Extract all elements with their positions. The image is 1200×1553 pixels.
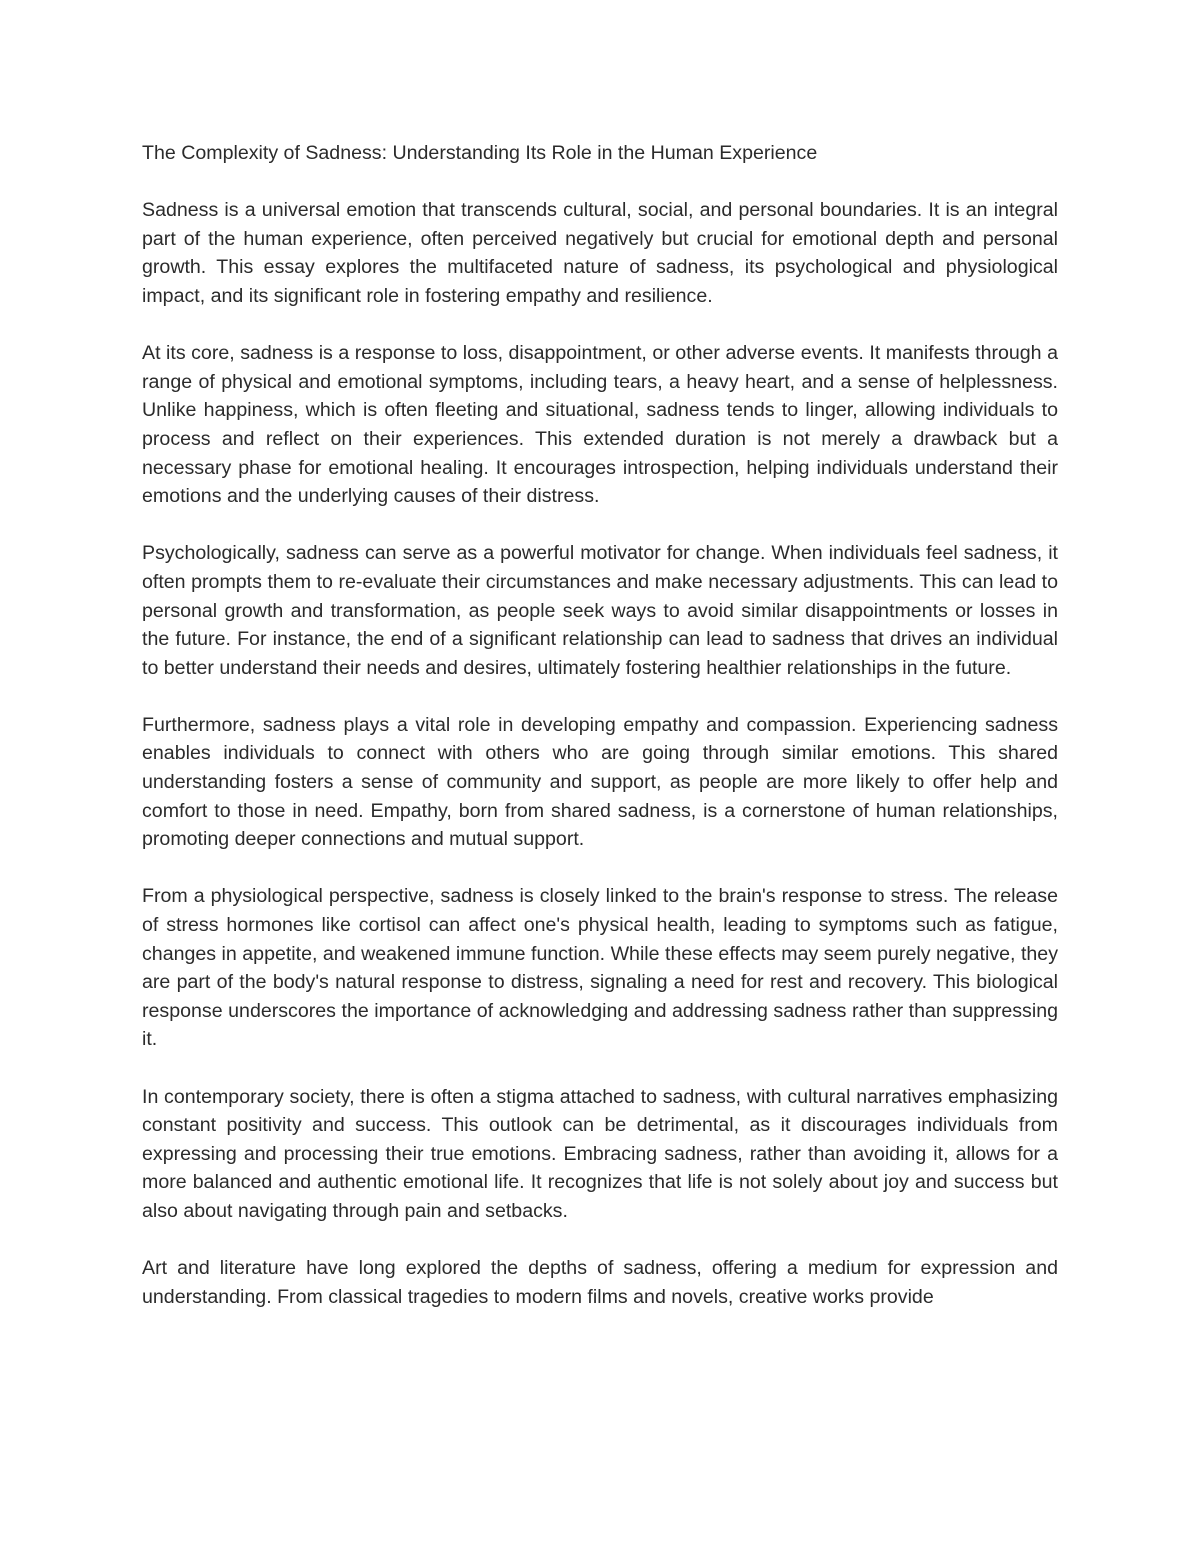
paragraph-society: In contemporary society, there is often a stigma attached to sadness, with cultural narratives emphasizing constant positivity and success. This outlook can be detrimental, as it discourages individuals from expressing and processing their true emotions. Embracing sadness, rather than avoiding it, allows for a more balanced and authentic emotional life. It recognizes that life is not solely about joy and success but also about navigating through pain and setbacks. [142, 1085, 1058, 1222]
paragraph-empathy: Furthermore, sadness plays a vital role in developing empathy and compassion. Experiencing sadness enables individuals to connect with others who are going through similar emotions. This shared understanding fosters a sense of community and support, as people are more likely to offer help and comfort to those in need. Empathy, born from shared sadness, is a cornerstone of human relationships, promoting deeper connections and mutual support. [142, 713, 1058, 851]
document-body [142, 139, 1058, 1340]
paragraph-core-response: At its core, sadness is a response to loss, disappointment, or other adverse events. It manifests through a range of physical and emotional symptoms, including tears, a heavy heart, and a sense of helplessness. Unlike happiness, which is often fleeting and situational, sadness tends to linger, allowing individuals to process and reflect on their experiences. This extended duration is not merely a drawback but a necessary phase for emotional healing. It encourages introspection, helping individuals understand their emotions and the underlying causes of their distress. [142, 342, 1058, 508]
paragraph-art-literature: Art and literature have long explored the depths of sadness, offering a medium for expression and understanding. From classical tragedies to modern films and novels, creative works provide [142, 1257, 1058, 1308]
document-title: The Complexity of Sadness: Understanding Its Role in the Human Experience [142, 142, 818, 164]
paragraph-intro: Sadness is a universal emotion that transcends cultural, social, and personal boundaries. It is an integral part of the human experience, often perceived negatively but crucial for emotional depth and personal growth. This essay explores the multifaceted nature of sadness, its psychological and physiological impact, and its significant role in fostering empathy and resilience. [142, 199, 1058, 307]
paragraph-psychological: Psychologically, sadness can serve as a powerful motivator for change. When individuals feel sadness, it often prompts them to re-evaluate their circumstances and make necessary adjustments. This can lead to personal growth and transformation, as people seek ways to avoid similar disappointments or losses in the future. For instance, the end of a significant relationship can lead to sadness that drives an individual to better understand their needs and desires, ultimately fostering healthier relationships in the future. [142, 542, 1058, 679]
paragraph-physiological: From a physiological perspective, sadness is closely linked to the brain's response to stress. The release of stress hormones like cortisol can affect one's physical health, leading to symptoms such as fatigue, changes in appetite, and weakened immune function. While these effects may seem purely negative, they are part of the body's natural response to distress, signaling a need for rest and recovery. This biological response underscores the importance of acknowledging and addressing sadness rather than suppressing it. [142, 885, 1058, 1051]
